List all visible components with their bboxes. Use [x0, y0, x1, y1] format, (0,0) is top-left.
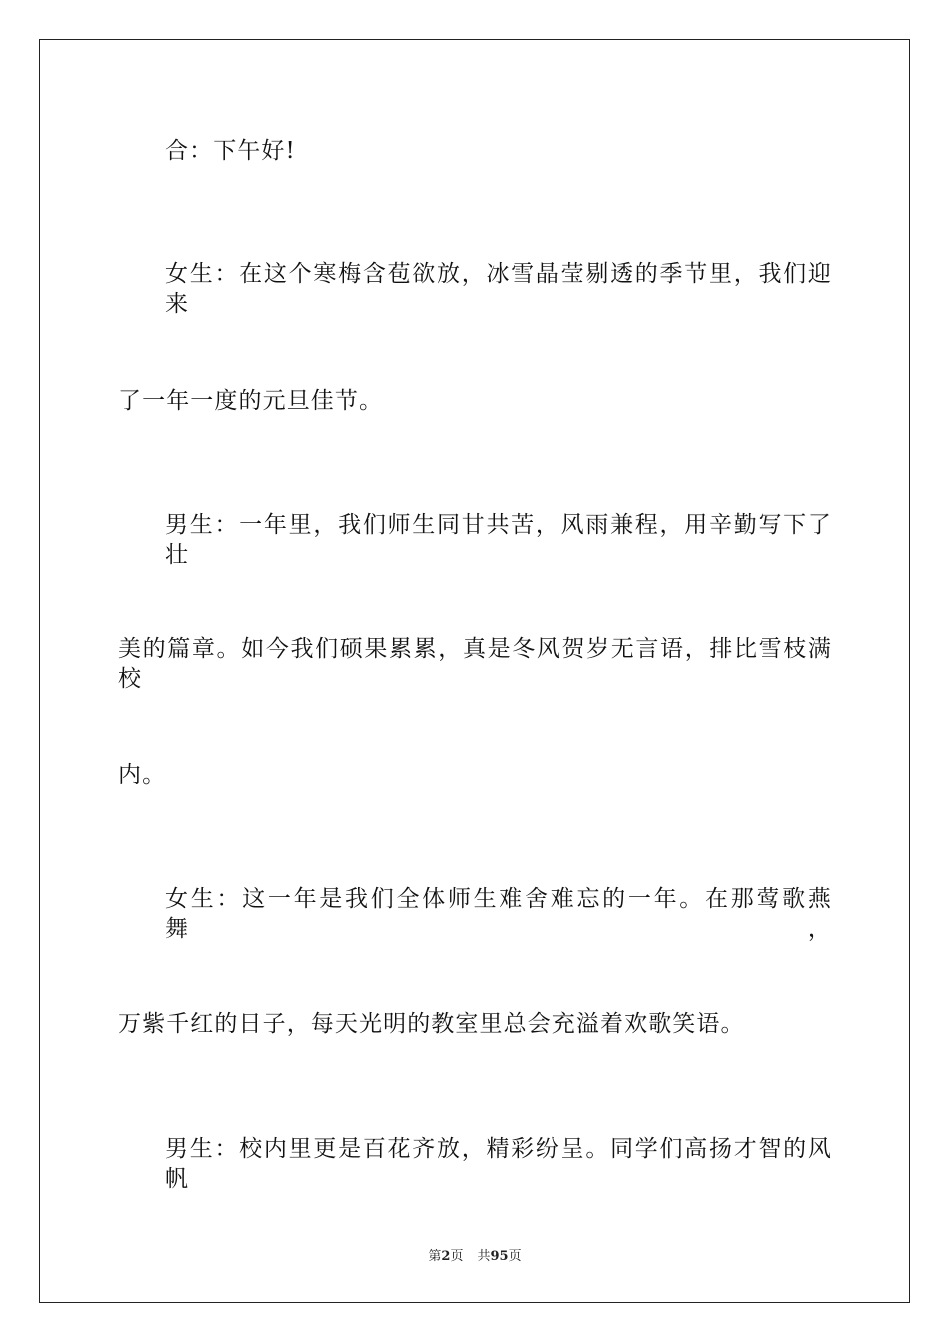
text-line-3: 了一年一度的元旦佳节。 — [118, 388, 384, 414]
text-line-6: 内。 — [118, 762, 167, 788]
text-line-5: 美的篇章。如今我们硕果累累，真是冬风贺岁无言语，排比雪枝满校 — [118, 636, 832, 692]
total-pages: 95 — [490, 1249, 509, 1264]
page-footer — [0, 1248, 950, 1266]
page-number: 2 — [441, 1249, 451, 1264]
text-line-7: 女生：这一年是我们全体师生难舍难忘的一年。在那莺歌燕舞， — [165, 886, 832, 942]
text-line-1: 合：下午好! — [165, 138, 296, 164]
total-label-suffix: 页 — [508, 1249, 522, 1264]
text-line-2: 女生：在这个寒梅含苞欲放，冰雪晶莹剔透的季节里，我们迎来 — [165, 261, 832, 317]
text-line-4: 男生：一年里，我们师生同甘共苦，风雨兼程，用辛勤写下了壮 — [165, 512, 832, 568]
text-line-8: 万紫千红的日子，每天光明的教室里总会充溢着欢歌笑语。 — [118, 1011, 745, 1037]
page-label-suffix: 页 — [450, 1249, 464, 1264]
page-border — [39, 39, 910, 1303]
page-label-prefix: 第 — [428, 1249, 442, 1264]
text-line-9: 男生：校内里更是百花齐放，精彩纷呈。同学们高扬才智的风帆 — [165, 1136, 832, 1192]
total-label-prefix: 共 — [477, 1249, 491, 1264]
